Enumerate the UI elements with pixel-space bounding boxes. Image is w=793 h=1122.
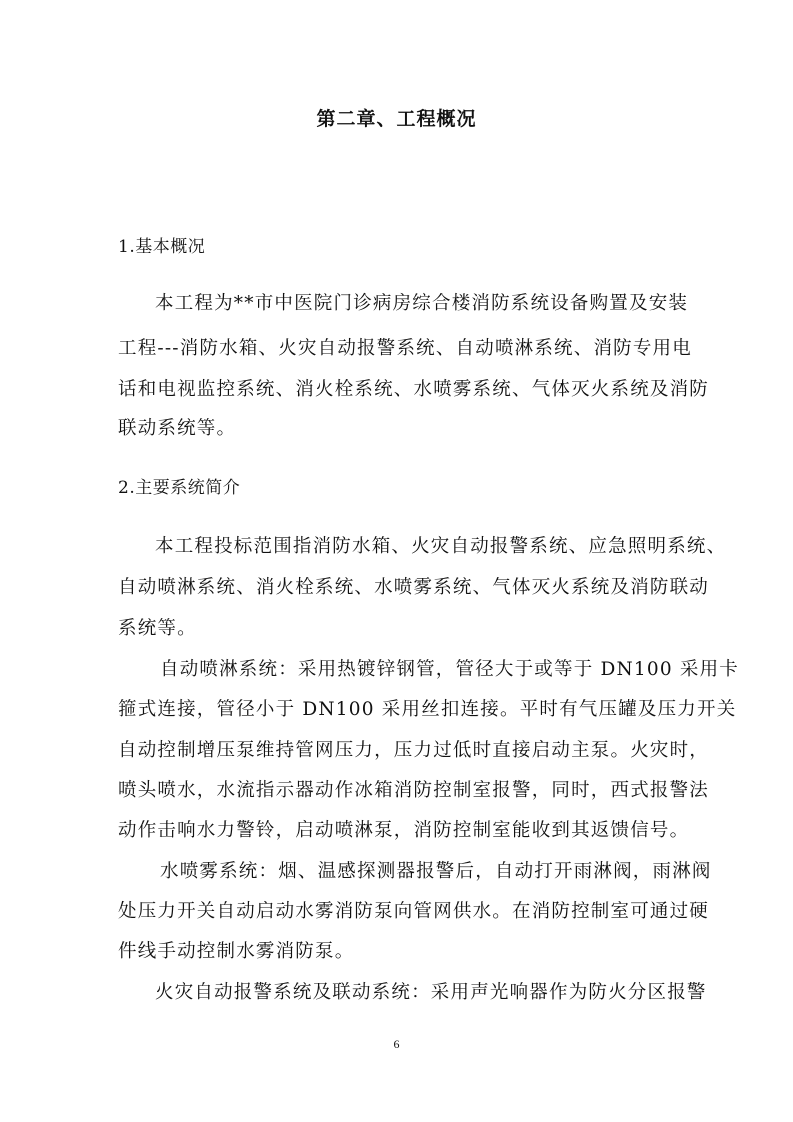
paragraph-line: 处压力开关自动启动水雾消防泵向管网供水。在消防控制室可通过硬 xyxy=(118,901,710,922)
paragraph-line: 联动系统等。 xyxy=(118,418,237,439)
section-heading-basic-overview: 1.基本概况 xyxy=(118,237,206,257)
chapter-title: 第二章、工程概况 xyxy=(316,108,477,130)
paragraph-line: 自动喷淋系统：采用热镀锌钢管，管径大于或等于 DN100 采用卡 xyxy=(160,659,739,680)
paragraph-line: 自动控制增压泵维持管网压力，压力过低时直接启动主泵。火灾时， xyxy=(118,740,710,761)
paragraph-line: 动作击响水力警铃，启动喷淋泵，消防控制室能收到其返馈信号。 xyxy=(118,820,690,841)
paragraph-line: 本工程为**市中医院门诊病房综合楼消防系统设备购置及安装 xyxy=(155,293,689,314)
paragraph-line: 箍式连接，管径小于 DN100 采用丝扣连接。平时有气压罐及压力开关 xyxy=(118,699,737,720)
paragraph-line: 自动喷淋系统、消火栓系统、水喷雾系统、气体灭火系统及消防联动 xyxy=(118,577,710,598)
paragraph-line: 本工程投标范围指消防水箱、火灾自动报警系统、应急照明系统、 xyxy=(155,536,727,557)
paragraph-line: 系统等。 xyxy=(118,618,197,639)
paragraph-line: 话和电视监控系统、消火栓系统、水喷雾系统、气体灭火系统及消防 xyxy=(118,379,710,400)
paragraph-line: 件线手动控制水雾消防泵。 xyxy=(118,941,355,962)
paragraph-line: 火灾自动报警系统及联动系统：采用声光响器作为防火分区报警 xyxy=(155,982,707,1003)
page-number: 6 xyxy=(393,1037,400,1051)
paragraph-line: 喷头喷水，水流指示器动作冰箱消防控制室报警，同时，西式报警法 xyxy=(118,780,710,801)
section-heading-main-systems: 2.主要系统简介 xyxy=(118,478,241,498)
paragraph-line: 工程---消防水箱、火灾自动报警系统、自动喷淋系统、消防专用电 xyxy=(118,338,692,359)
paragraph-line: 水喷雾系统：烟、温感探测器报警后，自动打开雨淋阀，雨淋阀 xyxy=(160,861,712,882)
